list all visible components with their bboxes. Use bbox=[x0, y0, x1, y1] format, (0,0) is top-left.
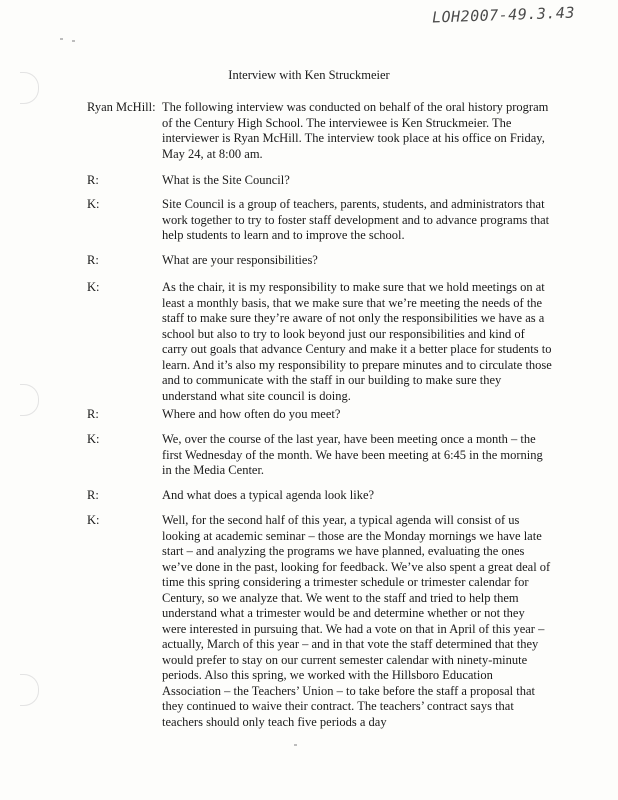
speaker-label: R: bbox=[87, 407, 99, 421]
entry-text: What are your responsibilities? bbox=[162, 253, 318, 267]
punch-hole-mark bbox=[20, 674, 39, 706]
speaker-label: R: bbox=[87, 253, 99, 267]
entry-text: Where and how often do you meet? bbox=[162, 407, 341, 421]
transcript-body bbox=[87, 100, 587, 730]
scan-speck bbox=[294, 744, 297, 746]
entry-text: Well, for the second half of this year, a typical agenda will consist of us looking at academic seminar – those are the Monday mornings we have late start – and analyzing the programs we have planned, evaluating the ones we’ve done in the past, looking for feedback. We’ve also spent a great deal of time this spring considering a trimester schedule or trimester calendar for Century, so we analyze that. We went to the staff and tried to help them understand what a trimester would be and determine whether or not they were interested in pursuing that. We had a vote on that in April of this year – actually, March of this year – and in that vote the staff determined that they would prefer to stay on our current semester calendar with ninety-minute periods. Also this spring, we worked with the Hillsboro Education Association – the Teachers’ Union – to take before the staff a proposal that they continued to waive their contract. The teachers’ contract says that teachers should only teach five periods a day bbox=[162, 513, 551, 729]
entry-text: Site Council is a group of teachers, parents, students, and administrators that work together to try to foster staff development and to advance programs that help students to learn and to improve the school. bbox=[162, 197, 550, 242]
scan-speck bbox=[60, 38, 63, 40]
document-title: Interview with Ken Struckmeier bbox=[228, 68, 390, 82]
entry-text: The following interview was conducted on behalf of the oral history program of the Century High School. The interviewee is Ken Struckmeier. The interviewer is Ryan McHill. The interview took place at his office on Friday, May 24, at 8:00 am. bbox=[162, 100, 549, 161]
speaker-label: K: bbox=[87, 432, 100, 446]
transcript-entry bbox=[87, 100, 587, 173]
entry-text: We, over the course of the last year, have been meeting once a month – the first Wednesday of the month. We have been meeting at 6:45 in the morning in the Media Center. bbox=[162, 432, 543, 477]
transcript-entry bbox=[87, 197, 587, 253]
transcript-entry bbox=[87, 280, 587, 407]
speaker-label: K: bbox=[87, 197, 100, 211]
transcript-entry bbox=[87, 488, 587, 513]
entry-text: As the chair, it is my responsibility to make sure that we hold meetings on at least a monthly basis, that we make sure that we’re meeting the needs of the staff to make sure they’re aware of not only the responsibilities we have as a school but also to try to look beyond just our responsibilities and kind of carry out goals that advance Century and make it a better place for students to learn. And it’s also my responsibility to prepare minutes and to circulate those and to communicate with the staff in our building to make sure they understand what site council is doing. bbox=[162, 280, 552, 403]
speaker-label: R: bbox=[87, 488, 99, 502]
entry-text: And what does a typical agenda look like? bbox=[162, 488, 375, 502]
scan-speck bbox=[72, 40, 75, 42]
speaker-label: K: bbox=[87, 513, 100, 527]
transcript-entry bbox=[87, 407, 587, 432]
speaker-label: R: bbox=[87, 173, 99, 187]
speaker-label: Ryan McHill: bbox=[87, 100, 156, 114]
punch-hole-mark bbox=[20, 384, 39, 416]
transcript-entry bbox=[87, 253, 587, 280]
entry-text: What is the Site Council? bbox=[162, 173, 290, 187]
transcript-entry bbox=[87, 173, 587, 197]
speaker-label: K: bbox=[87, 280, 100, 294]
archive-stamp: LOH2007-49.3.43 bbox=[431, 3, 576, 27]
transcript-entry bbox=[87, 513, 587, 730]
transcript-entry bbox=[87, 432, 587, 488]
